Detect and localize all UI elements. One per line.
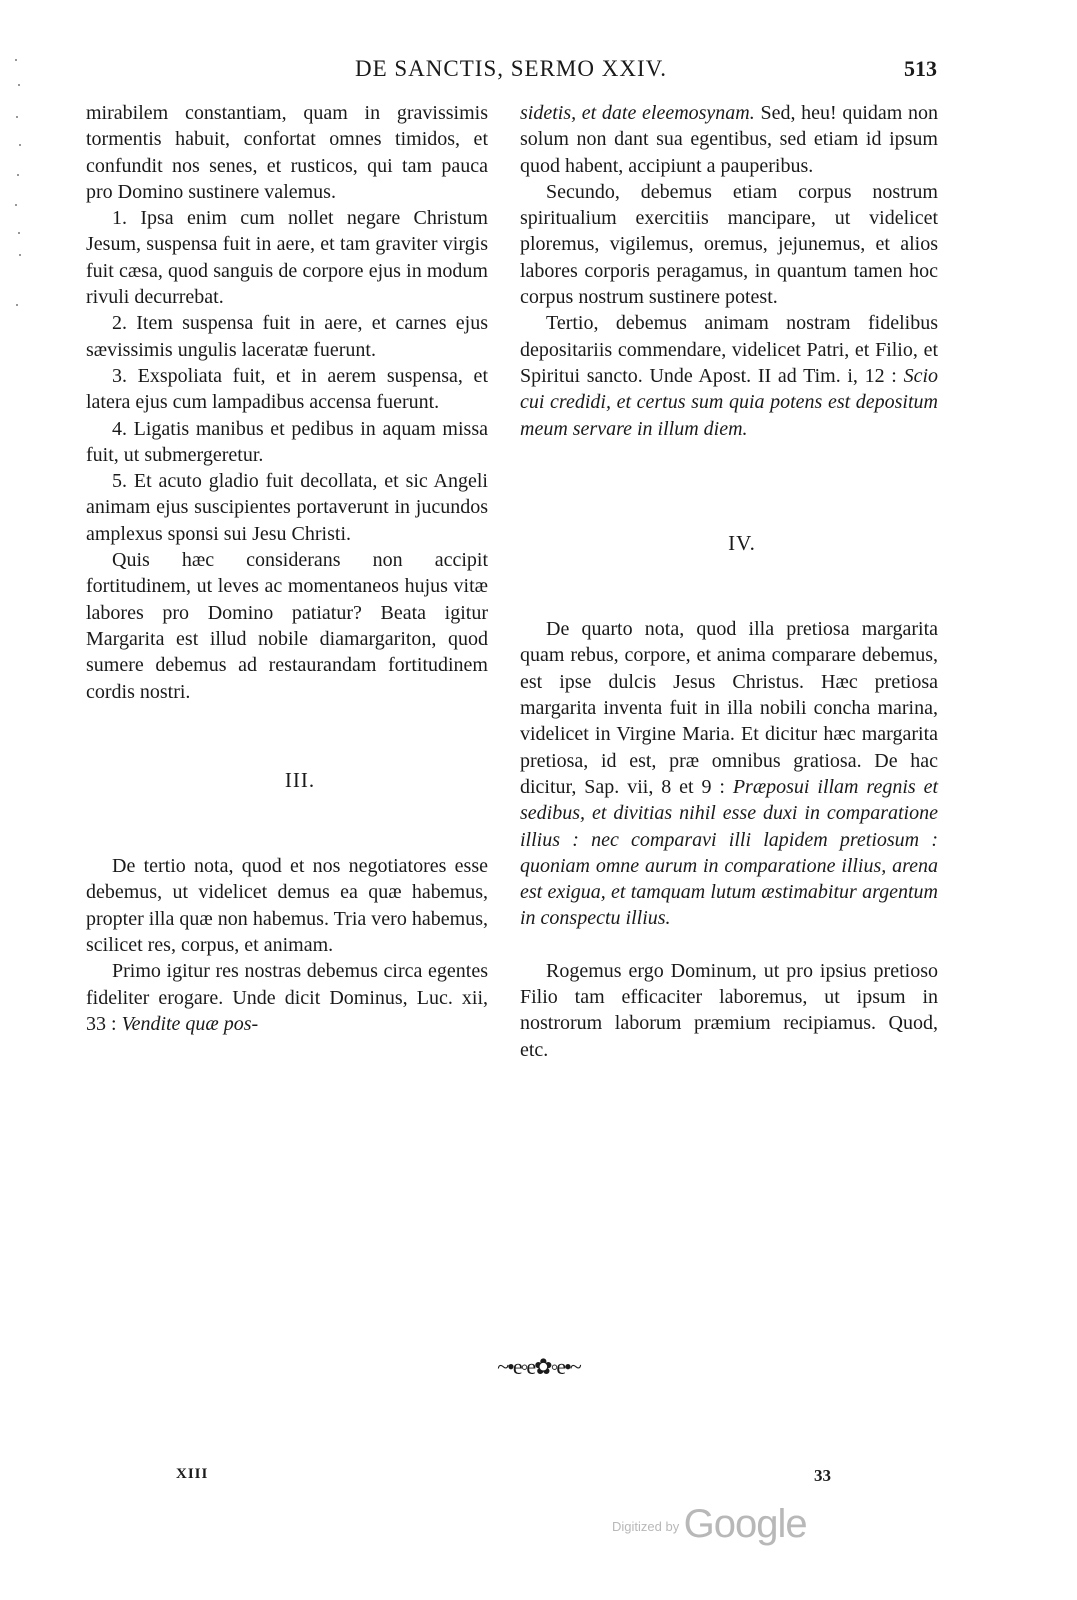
paragraph xyxy=(520,616,938,932)
paragraph-text: Primo igitur res nostras debemus circa egentes fideliter erogare. Unde dicit Dominus, Luc. xii, 33 : xyxy=(86,960,488,1035)
paragraph xyxy=(520,100,938,179)
paragraph: 1. Ipsa enim cum nollet negare Christum Jesum, suspensa fuit in aere, et tam graviter virgis fuit cæsa, quod sanguis de corpore ejus in modum rivuli decurrebat. xyxy=(86,207,488,309)
paragraph-text: Tertio, debemus animam nostram fidelibus depositariis commendare, videlicet Patri, et Filio, et Spiritui sancto. Unde Apost. II ad Tim. i, 12 : xyxy=(520,312,938,387)
page-number: 513 xyxy=(904,56,937,81)
ornament-divider: ~•e◦e✿◦e•~ xyxy=(497,1354,580,1379)
section-heading-iii: III. xyxy=(284,767,316,792)
paragraph: 2. Item suspensa fuit in aere, et carnes ejus sævissimis ungulis laceratæ fuerunt. xyxy=(86,312,488,361)
paragraph-text: Sed, heu! quidam non solum non dant sua egentibus, sed etiam id ipsum quod habent, accipiunt a pauperibus. xyxy=(520,102,939,177)
scripture-quote: sidetis, et date eleemosynam. xyxy=(520,102,755,124)
paragraph: 5. Et acuto gladio fuit decollata, et sic Angeli animam ejus suscipientes portaverunt in jucundos amplexus sponsi sui Jesu Christi. xyxy=(86,470,488,545)
margin-specks xyxy=(8,55,24,315)
paragraph: Secundo, debemus etiam corpus nostrum spiritualium exercitiis mancipare, ut videlicet ploremus, vigilemus, oremus, jejunemus, et alios labores corporis peragamus, in quantum tamen hoc corpus nostrum sustinere potest. xyxy=(520,180,938,309)
google-logo: Google xyxy=(683,1502,807,1546)
scripture-quote: Scio cui credidi, et certus sum quia potens est depositum meum servare in illum diem. xyxy=(520,364,938,440)
paragraph xyxy=(86,958,488,1037)
running-header xyxy=(85,56,937,86)
signature-mark: XIII xyxy=(176,1466,209,1482)
paragraph: Quis hæc considerans non accipit fortitudinem, ut leves ac momentaneos hujus vitæ labores pro Domino patiatur? Beata igitur Margarita est illud nobile diamargariton, quod sumere debemus ad restaurandam fortitudinem cordis nostri. xyxy=(86,549,488,703)
paragraph-text: De quarto nota, quod illa pretiosa margarita quam rebus, corpore, et anima comparare debemus, est ipse dulcis Jesus Christus. Hæc pretiosa margarita inventa fuit in illa nobili concha marina, videlicet in Virgine Maria. Et dicitur hæc margarita pretiosa, id est, præ omnibus gratiosa. De hac dicitur, Sap. vii, 8 et 9 : xyxy=(520,618,938,798)
paragraph: 4. Ligatis manibus et pedibus in aquam missa fuit, ut submergeretur. xyxy=(86,417,488,466)
sheet-number: 33 xyxy=(814,1466,831,1485)
paragraph: De tertio nota, quod et nos negotiatores esse debemus, ut videlicet demus ea quæ habemus, propter illa quæ non habemus. Tria vero habemus, scilicet res, corpus, et animam. xyxy=(86,855,488,957)
section-heading-iv: IV. xyxy=(728,530,756,555)
scripture-quote: Vendite quæ pos- xyxy=(121,1012,259,1035)
paragraph: 3. Exspoliata fuit, et in aerem suspensa, et latera ejus cum lampadibus accensa fuerunt. xyxy=(86,364,488,414)
right-column xyxy=(520,100,938,1063)
paragraph xyxy=(520,310,938,441)
left-column xyxy=(86,100,488,1037)
running-title: DE SANCTIS, SERMO XXIV. xyxy=(354,56,668,81)
scripture-quote: Præposui illam regnis et sedibus, et divitias nihil esse duxi in comparatione illius : nec comparavi illi lapidem pretiosum : quoniam omne aurum in comparatione illius, arena est exigua, et tamquam lutum æstimabitur argentum in conspectu illius. xyxy=(520,775,938,930)
digitized-by-label: Digitized by xyxy=(612,1519,680,1534)
google-watermark xyxy=(612,1502,807,1547)
paragraph: Rogemus ergo Dominum, ut pro ipsius pretioso Filio tam efficaciter laboremus, ut ipsum in nostrorum laborum præmium recipiamus. Quod, etc. xyxy=(520,959,938,1061)
paragraph: mirabilem constantiam, quam in gravissimis tormentis habuit, confortat omnes timidos, et confundit nos senes, et rusticos, qui tam pauca pro Domino sustinere valemus. xyxy=(86,102,488,203)
